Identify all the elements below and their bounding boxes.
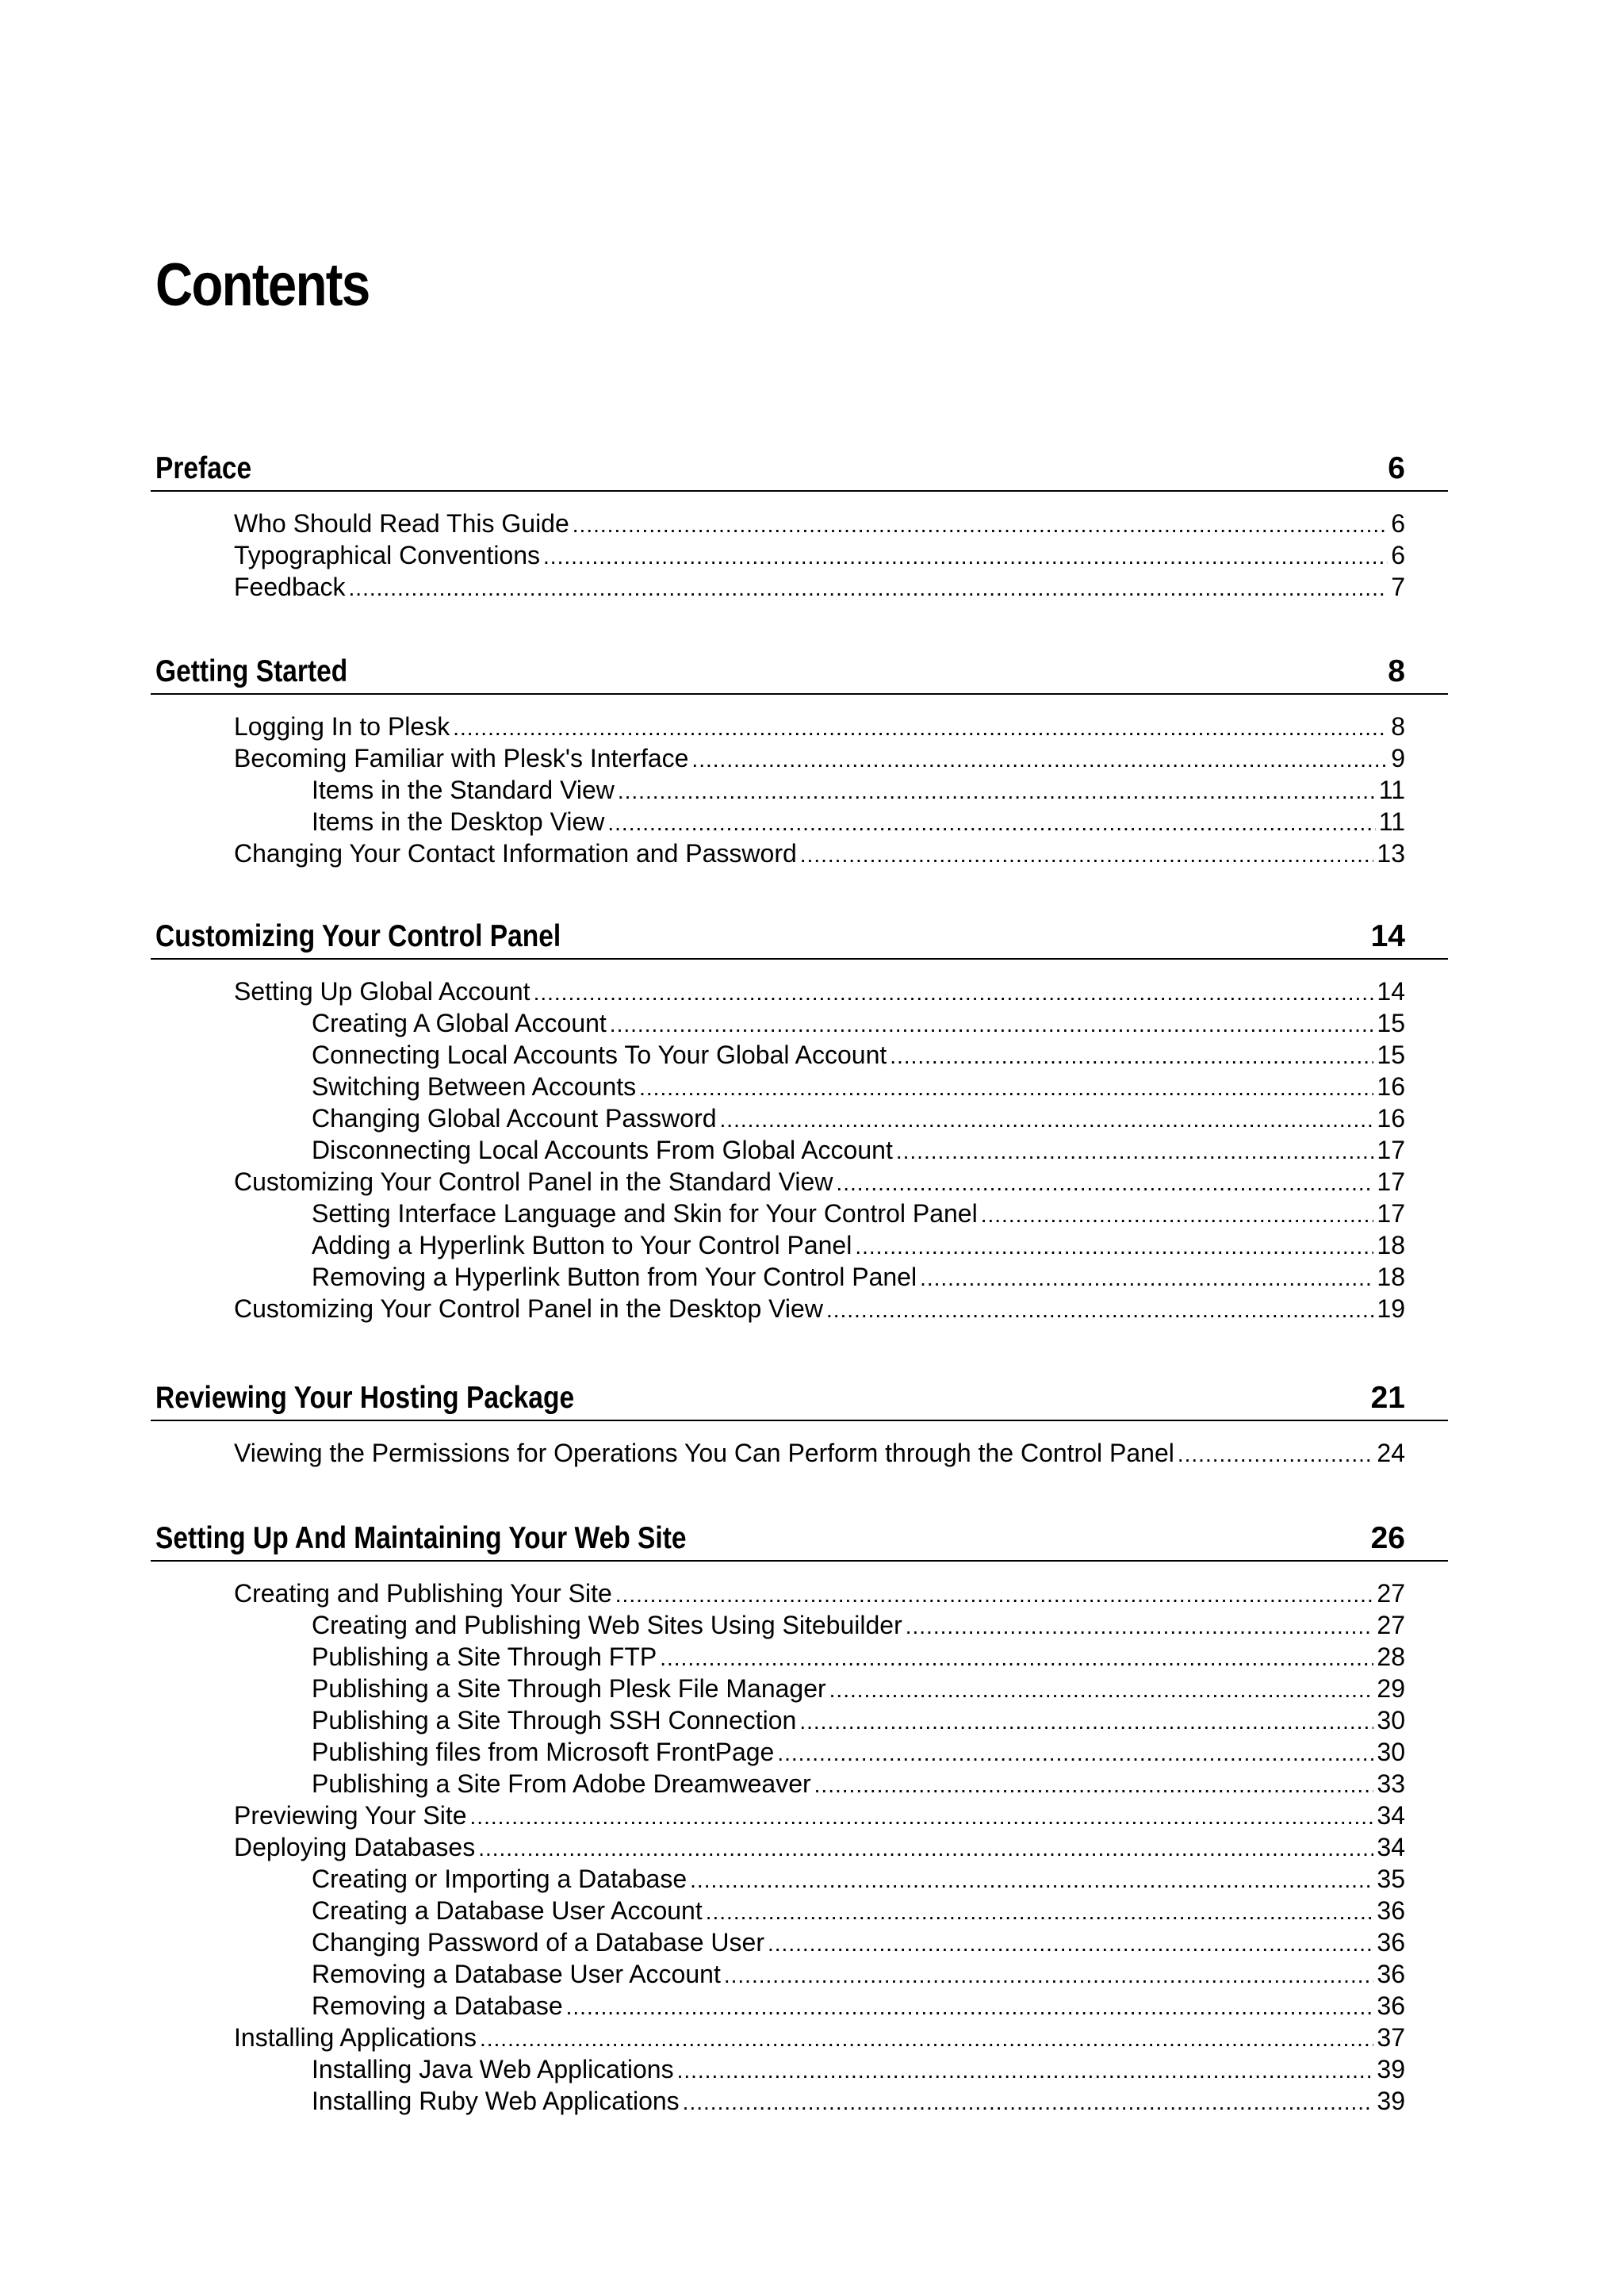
dot-leader [829, 1674, 1374, 1706]
toc-subentry[interactable] [312, 2053, 1405, 2085]
toc-entry-title: Previewing Your Site [234, 1801, 467, 1830]
toc-entry-title: Creating or Importing a Database [312, 1865, 688, 1893]
toc-entry-title: Items in the Desktop View [312, 807, 605, 836]
toc-entry[interactable] [234, 571, 1405, 603]
section-page-number: 8 [1388, 654, 1405, 688]
dot-leader [610, 1009, 1374, 1041]
section-title: Setting Up And Maintaining Your Web Site [155, 1521, 687, 1555]
toc-subentry[interactable] [312, 2085, 1405, 2117]
toc-entry-page-number: 15 [1377, 1009, 1405, 1037]
dot-leader [691, 744, 1388, 776]
toc-entry-page-number: 11 [1378, 776, 1405, 804]
toc-entry-title: Logging In to Plesk [234, 712, 450, 741]
toc-subentry[interactable] [312, 1926, 1405, 1958]
section-heading[interactable] [155, 1380, 1405, 1416]
toc-entry[interactable] [234, 711, 1405, 742]
dot-leader [920, 1263, 1373, 1294]
toc-subentry[interactable] [312, 1134, 1405, 1166]
toc-entry-title: Setting Up Global Account [234, 977, 530, 1006]
section-heading[interactable] [155, 918, 1405, 955]
toc-entry-title: Viewing the Permissions for Operations You Can Perform through the Control Panel [234, 1439, 1174, 1467]
section-heading[interactable] [155, 654, 1405, 690]
toc-entry-page-number: 33 [1377, 1769, 1405, 1798]
toc-entry-title: Removing a Hyperlink Button from Your Control Panel [312, 1263, 917, 1291]
toc-entry-page-number: 36 [1377, 1928, 1405, 1957]
toc-entry[interactable] [234, 838, 1405, 869]
toc-entry-page-number: 17 [1377, 1136, 1405, 1164]
toc-entry-page-number: 15 [1377, 1041, 1405, 1069]
toc-entry-title: Who Should Read This Guide [234, 509, 569, 538]
toc-entry-page-number: 35 [1377, 1865, 1405, 1893]
toc-subentry[interactable] [312, 1198, 1405, 1229]
toc-entry-page-number: 6 [1391, 509, 1405, 538]
toc-entry-title: Publishing a Site From Adobe Dreamweaver [312, 1769, 811, 1798]
toc-subentry[interactable] [312, 806, 1405, 838]
toc-entry-page-number: 16 [1377, 1104, 1405, 1133]
dot-leader [349, 573, 1388, 604]
section-title: Preface [155, 451, 252, 485]
toc-entry-page-number: 19 [1377, 1294, 1405, 1323]
toc-entry-page-number: 36 [1377, 1960, 1405, 1988]
toc-entry-page-number: 37 [1377, 2023, 1405, 2052]
dot-leader [677, 2055, 1374, 2087]
dot-leader [890, 1041, 1373, 1072]
section-divider [151, 958, 1448, 960]
toc-entry-title: Installing Applications [234, 2023, 477, 2052]
toc-entry-page-number: 18 [1377, 1231, 1405, 1259]
toc-entry-page-number: 36 [1377, 1991, 1405, 2020]
toc-entry-title: Creating and Publishing Web Sites Using Sitebuilder [312, 1611, 902, 1639]
toc-subentry[interactable] [312, 1641, 1405, 1673]
dot-leader [826, 1294, 1373, 1326]
toc-entry-title: Creating A Global Account [312, 1009, 607, 1037]
toc-entry-page-number: 34 [1377, 1833, 1405, 1861]
toc-entry-title: Removing a Database [312, 1991, 563, 2020]
toc-subentry[interactable] [312, 1895, 1405, 1926]
dot-leader [534, 977, 1374, 1009]
toc-entry-page-number: 18 [1377, 1263, 1405, 1291]
toc-entry-title: Switching Between Accounts [312, 1072, 637, 1101]
toc-entry-page-number: 16 [1377, 1072, 1405, 1101]
dot-leader [836, 1167, 1373, 1199]
toc-entry[interactable] [234, 1800, 1405, 1831]
section-page-number: 14 [1370, 919, 1405, 953]
dot-leader [615, 1579, 1374, 1611]
toc-entry-title: Deploying Databases [234, 1833, 476, 1861]
dot-leader [566, 1991, 1374, 2023]
toc-subentry[interactable] [312, 1768, 1405, 1800]
toc-entry-page-number: 36 [1377, 1896, 1405, 1925]
toc-entry-title: Feedback [234, 573, 346, 601]
section-page-number: 26 [1370, 1521, 1405, 1555]
dot-leader [683, 2087, 1374, 2118]
toc-entry[interactable] [234, 2022, 1405, 2053]
toc-entry[interactable] [234, 1437, 1405, 1469]
section-title: Reviewing Your Hosting Package [155, 1381, 575, 1415]
toc-entry-title: Setting Interface Language and Skin for Your Control Panel [312, 1199, 978, 1228]
toc-entry[interactable] [234, 1831, 1405, 1863]
toc-entry-page-number: 6 [1391, 541, 1405, 569]
section-page-number: 21 [1370, 1381, 1405, 1415]
toc-entry-page-number: 30 [1377, 1738, 1405, 1766]
toc-entry-page-number: 17 [1377, 1167, 1405, 1196]
page-title: Contents [155, 251, 370, 319]
toc-entry-title: Publishing a Site Through Plesk File Manager [312, 1674, 826, 1703]
toc-entry-page-number: 29 [1377, 1674, 1405, 1703]
dot-leader [706, 1896, 1374, 1928]
section-heading[interactable] [155, 1520, 1405, 1557]
dot-leader [639, 1072, 1373, 1104]
toc-entry[interactable] [234, 1293, 1405, 1324]
toc-entry-page-number: 30 [1377, 1706, 1405, 1734]
dot-leader [906, 1611, 1374, 1642]
toc-subentry[interactable] [312, 1736, 1405, 1768]
section-page-number: 6 [1388, 451, 1405, 485]
dot-leader [814, 1769, 1374, 1801]
toc-subentry[interactable] [312, 1229, 1405, 1261]
dot-leader [800, 839, 1374, 871]
toc-subentry[interactable] [312, 1863, 1405, 1895]
toc-entry-title: Creating a Database User Account [312, 1896, 703, 1925]
section-divider [151, 693, 1448, 695]
toc-entry-page-number: 39 [1377, 2087, 1405, 2115]
toc-entry-title: Publishing a Site Through FTP [312, 1642, 657, 1671]
dot-leader [618, 776, 1376, 807]
toc-entry-page-number: 34 [1377, 1801, 1405, 1830]
toc-entry-title: Changing Password of a Database User [312, 1928, 764, 1957]
dot-leader [768, 1928, 1373, 1960]
toc-entry-title: Connecting Local Accounts To Your Global Account [312, 1041, 887, 1069]
toc-entry-title: Creating and Publishing Your Site [234, 1579, 612, 1608]
dot-leader [896, 1136, 1374, 1167]
dot-leader [720, 1104, 1374, 1136]
dot-leader [777, 1738, 1373, 1769]
toc-entry-page-number: 17 [1377, 1199, 1405, 1228]
toc-subentry[interactable] [312, 1673, 1405, 1704]
toc-entry[interactable] [234, 1166, 1405, 1198]
toc-entry-page-number: 14 [1377, 977, 1405, 1006]
section-divider [151, 1420, 1448, 1421]
dot-leader [724, 1960, 1374, 1991]
toc-entry-title: Customizing Your Control Panel in the Standard View [234, 1167, 833, 1196]
dot-leader [981, 1199, 1374, 1231]
section-divider [151, 1560, 1448, 1562]
toc-entry-title: Becoming Familiar with Plesk's Interface [234, 744, 689, 772]
toc-entry-title: Installing Java Web Applications [312, 2055, 674, 2083]
toc-subentry[interactable] [312, 1039, 1405, 1071]
toc-entry-title: Installing Ruby Web Applications [312, 2087, 680, 2115]
dot-leader [607, 807, 1375, 839]
toc-subentry[interactable] [312, 1071, 1405, 1102]
toc-entry-title: Items in the Standard View [312, 776, 615, 804]
toc-entry-title: Customizing Your Control Panel in the Desktop View [234, 1294, 823, 1323]
toc-entry-page-number: 28 [1377, 1642, 1405, 1671]
toc-entry-title: Adding a Hyperlink Button to Your Control Panel [312, 1231, 852, 1259]
toc-subentry[interactable] [312, 774, 1405, 806]
toc-entry-page-number: 8 [1391, 712, 1405, 741]
toc-entry[interactable] [234, 508, 1405, 539]
toc-entry-page-number: 13 [1377, 839, 1405, 868]
dot-leader [660, 1642, 1373, 1674]
section-heading[interactable] [155, 450, 1405, 487]
section-title: Getting Started [155, 654, 348, 688]
toc-entry[interactable] [234, 976, 1405, 1007]
dot-leader [855, 1231, 1373, 1263]
toc-subentry[interactable] [312, 1958, 1405, 1990]
dot-leader [470, 1801, 1374, 1833]
toc-entry-page-number: 39 [1377, 2055, 1405, 2083]
toc-entry[interactable] [234, 1577, 1405, 1609]
toc-entry-title: Publishing files from Microsoft FrontPage [312, 1738, 775, 1766]
section-divider [151, 490, 1448, 492]
dot-leader [478, 1833, 1373, 1865]
toc-entry-title: Changing Your Contact Information and Password [234, 839, 797, 868]
dot-leader [453, 712, 1388, 744]
toc-entry-page-number: 27 [1377, 1611, 1405, 1639]
toc-entry-page-number: 11 [1378, 807, 1405, 836]
dot-leader [480, 2023, 1373, 2055]
toc-subentry[interactable] [312, 1007, 1405, 1039]
toc-subentry[interactable] [312, 1609, 1405, 1641]
dot-leader [1178, 1439, 1374, 1470]
toc-entry-page-number: 9 [1391, 744, 1405, 772]
dot-leader [573, 509, 1388, 541]
toc-subentry[interactable] [312, 1102, 1405, 1134]
toc-entry-title: Publishing a Site Through SSH Connection [312, 1706, 797, 1734]
toc-subentry[interactable] [312, 1990, 1405, 2022]
toc-entry-page-number: 27 [1377, 1579, 1405, 1608]
toc-entry-page-number: 7 [1391, 573, 1405, 601]
toc-entry[interactable] [234, 539, 1405, 571]
toc-entry-title: Disconnecting Local Accounts From Global Account [312, 1136, 893, 1164]
section-title: Customizing Your Control Panel [155, 919, 561, 953]
toc-entry-title: Typographical Conventions [234, 541, 541, 569]
dot-leader [543, 541, 1388, 573]
toc-subentry[interactable] [312, 1261, 1405, 1293]
dot-leader [799, 1706, 1373, 1738]
toc-entry-page-number: 24 [1377, 1439, 1405, 1467]
toc-entry[interactable] [234, 742, 1405, 774]
toc-entry-title: Removing a Database User Account [312, 1960, 721, 1988]
dot-leader [690, 1865, 1373, 1896]
toc-subentry[interactable] [312, 1704, 1405, 1736]
toc-entry-title: Changing Global Account Password [312, 1104, 717, 1133]
